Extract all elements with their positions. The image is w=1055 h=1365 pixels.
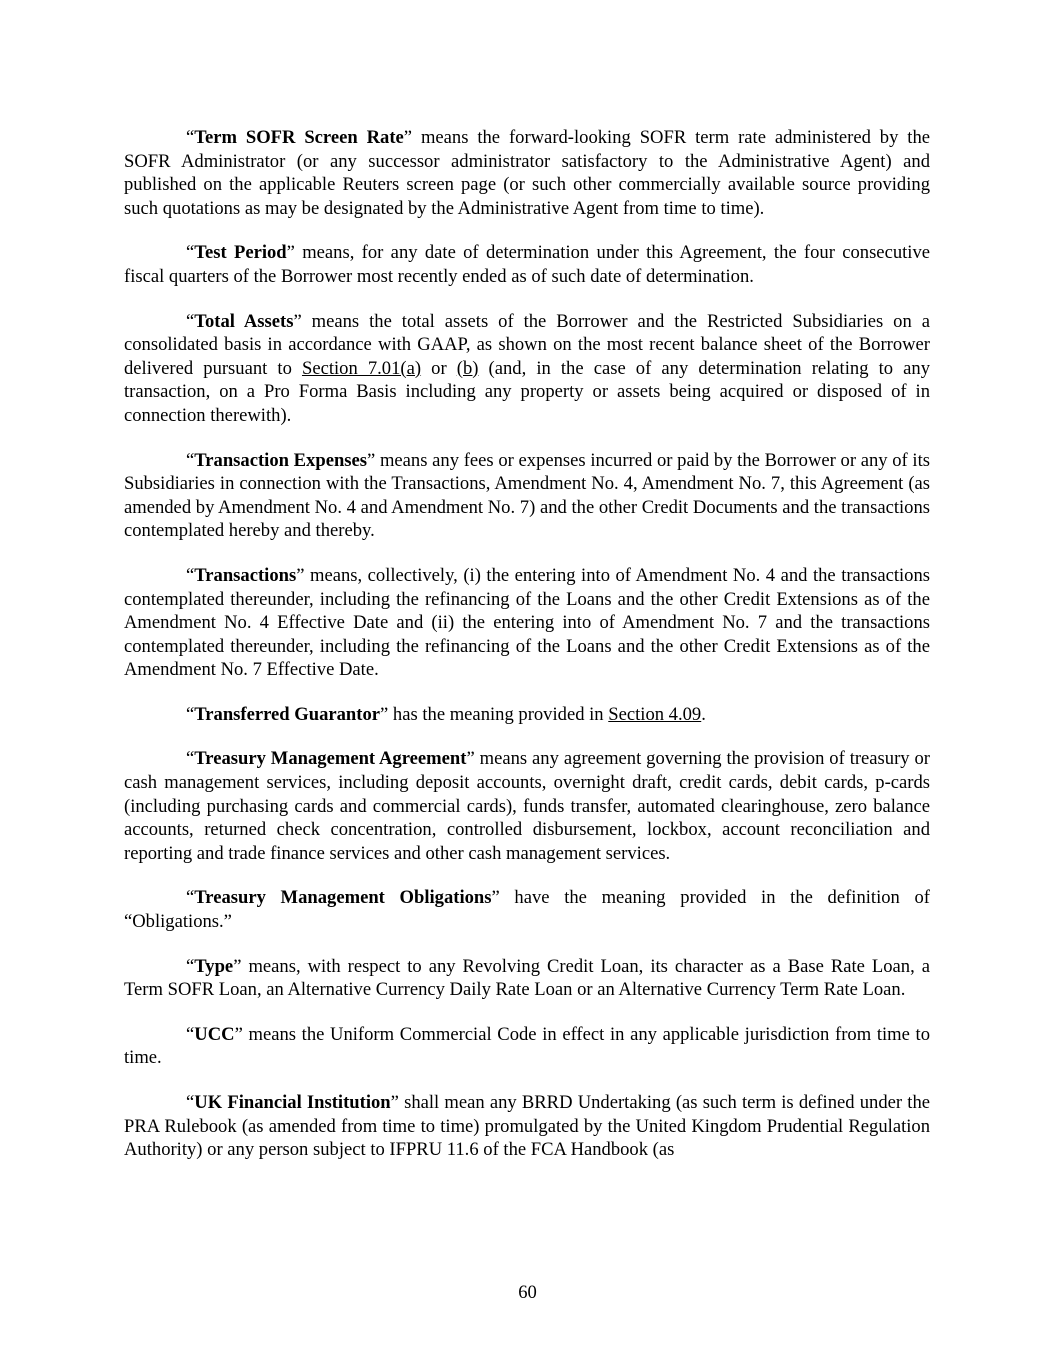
defined-term: Total Assets [194,310,294,332]
definition-text: means the Uniform Commercial Code in effect in any applicable jurisdiction from time to time. [124,1023,930,1069]
definition-ucc: “UCC” means the Uniform Commercial Code in effect in any applicable jurisdiction from time to time. [124,1023,930,1069]
definition-text: means the total assets of the Borrower and the Restricted Subsidiaries on a consolidated basis in accordance with GAAP, as shown on the most recent balance sheet of the Borrower delivered pursuant to [124,310,930,379]
definition-text: (and, in the case of any determination relating to any transaction, on a Pro Forma Basis including any property or assets being acquired or disposed of in connection therewith). [124,357,930,426]
section-reference-link[interactable]: Section 7.01(a) [301,357,422,379]
definition-transferred-guarantor: “Transferred Guarantor” has the meaning provided in Section 4.09. [186,703,706,725]
definition-text: have the meaning provided in the definition of “Obligations.” [124,887,931,933]
defined-term: Treasury Management Agreement [194,748,467,770]
defined-term: Transferred Guarantor [194,703,381,725]
definition-text: has the meaning provided in [392,703,604,725]
defined-term: Test Period [194,242,287,264]
defined-term: UK Financial Institution [194,1092,391,1113]
definition-text: shall mean any BRRD Undertaking (as such term is defined under the PRA Rulebook (as amended from time to time) promulgated by the United Kingdom Prudential Regulation Authority) or any person subject to IFPRU 11.6 of the FCA Handbook (as [124,1092,931,1161]
definition-total-assets: “Total Assets” means the total assets of the Borrower and the Restricted Subsidiaries on a consolidated basis in accordance with GAAP, as shown on the most recent balance sheet of the Borrower delivered pursuant to Section 7.01(a) or (b) (and, in the case of any determination relating to any transaction, on a Pro Forma Basis including any property or assets being acquired or disposed of in connection therewith). [124,310,930,426]
definition-treasury-management-agreement: “Treasury Management Agreement” means any agreement governing the provision of treasury or cash management services, including deposit accounts, overnight draft, credit cards, debit cards, p-cards (including purchasing cards and commercial cards), funds transfer, automated clearinghouse, zero balance accounts, returned check concentration, controlled disbursement, lockbox, account reconciliation and reporting and trade finance services and other cash management services. [124,748,930,864]
defined-term: Treasury Management Obligations [194,887,492,909]
definition-text: means the forward-looking SOFR term rate administered by the SOFR Administrator (or any successor administrator satisfactory to the Administrative Agent) and published on the applicable Reuters screen page (or such other commercially available source providing such quotations as may be designated by the Administrative Agent from time to time). [124,127,931,219]
definition-uk-financial-institution: “UK Financial Institution” shall mean any BRRD Undertaking (as such term is defined under the PRA Rulebook (as amended from time to time) promulgated by the United Kingdom Prudential Regulation Authority) or any person subject to IFPRU 11.6 of the FCA Handbook (as [124,1092,931,1161]
definition-text: means, collectively, (i) the entering into of Amendment No. 4 and the transactions contemplated thereunder, including the refinancing of the Loans and the other Credit Extensions as of the Amendment No. 4 Effective Date and (ii) the entering into of Amendment No. 7 and the transactions contemplated thereunder, including the refinancing of the Loans and the other Credit Extensions as of the Amendment No. 7 Effective Date. [124,564,931,681]
definition-term-sofr-screen-rate: “Term SOFR Screen Rate” means the forward-looking SOFR term rate administered by the SOFR Administrator (or any successor administrator satisfactory to the Administrative Agent) and published on the applicable Reuters screen page (or such other commercially available source providing such quotations as may be designated by the Administrative Agent from time to time). [124,127,931,219]
definition-transactions: “Transactions” means, collectively, (i) the entering into of Amendment No. 4 and the transactions contemplated thereunder, including the refinancing of the Loans and the other Credit Extensions as of the Amendment No. 4 Effective Date and (ii) the entering into of Amendment No. 7 and the transactions contemplated thereunder, including the refinancing of the Loans and the other Credit Extensions as of the Amendment No. 7 Effective Date. [124,564,931,681]
document-body [124,126,930,1183]
defined-term: Transaction Expenses [194,449,368,471]
definition-test-period: “Test Period” means, for any date of determination under this Agreement, the four consecutive fiscal quarters of the Borrower most recently ended as of such date of determination. [124,242,930,287]
section-reference-link[interactable]: Section 4.09 [608,703,702,725]
definition-type: “Type” means, with respect to any Revolving Credit Loan, its character as a Base Rate Loan, a Term SOFR Loan, an Alternative Currency Daily Rate Loan or an Alternative Currency Term Rate Loan. [124,955,930,1001]
definition-text: means any fees or expenses incurred or paid by the Borrower or any of its Subsidiaries in connection with the Transactions, Amendment No. 4, Amendment No. 7, this Agreement (as amended by Amendment No. 4 and Amendment No. 7) and the other Credit Documents and the transactions contemplated hereby and thereby. [124,449,930,542]
definition-text: means, for any date of determination under this Agreement, the four consecutive fiscal quarters of the Borrower most recently ended as of such date of determination. [124,242,930,287]
defined-term: UCC [194,1023,235,1045]
page-number: 60 [518,1282,537,1303]
definition-text: means any agreement governing the provision of treasury or cash management services, including deposit accounts, overnight draft, credit cards, debit cards, p-cards (including purchasing cards and commercial cards), funds transfer, automated clearinghouse, zero balance accounts, returned check concentration, controlled disbursement, lockbox, account reconciliation and reporting and trade finance services and other cash management services. [124,748,930,864]
section-reference-link[interactable]: (b) [456,357,479,379]
definition-transaction-expenses: “Transaction Expenses” means any fees or expenses incurred or paid by the Borrower or any of its Subsidiaries in connection with the Transactions, Amendment No. 4, Amendment No. 7, this Agreement (as amended by Amendment No. 4 and Amendment No. 7) and the other Credit Documents and the transactions contemplated hereby and thereby. [124,449,930,542]
defined-term: Type [194,955,234,977]
definition-text: means, with respect to any Revolving Credit Loan, its character as a Base Rate Loan, a Term SOFR Loan, an Alternative Currency Daily Rate Loan or an Alternative Currency Term Rate Loan. [124,955,930,1001]
defined-term: Term SOFR Screen Rate [194,127,404,148]
definition-text: . [701,703,706,725]
defined-term: Transactions [194,564,297,586]
definition-treasury-management-obligations: “Treasury Management Obligations” have the meaning provided in the definition of “Obligations.” [124,887,931,933]
definition-text: or [431,357,447,379]
